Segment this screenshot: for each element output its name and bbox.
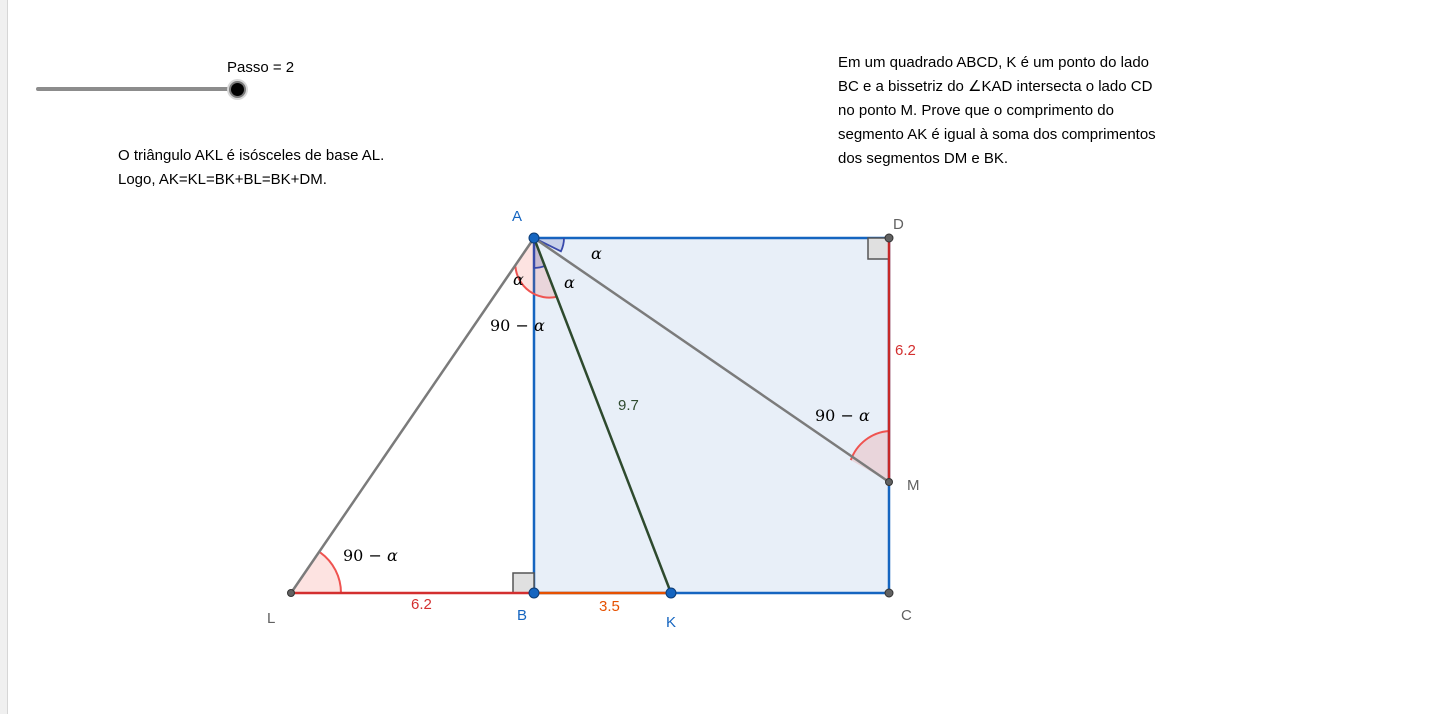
label-b: B bbox=[517, 607, 528, 624]
point-m[interactable] bbox=[886, 479, 893, 486]
angle-label-lak: α bbox=[513, 270, 524, 289]
angle-label-l: 90 − α bbox=[343, 546, 398, 565]
label-a: A bbox=[512, 208, 523, 225]
angle-label-mad: α bbox=[591, 244, 602, 263]
angle-label-bak: 90 − α bbox=[490, 316, 545, 335]
point-l[interactable] bbox=[288, 590, 295, 597]
label-k: K bbox=[666, 614, 677, 631]
statement-line: no ponto M. Prove que o comprimento do bbox=[838, 102, 1114, 119]
angle-label-kam: α bbox=[564, 273, 575, 292]
label-m: M bbox=[907, 477, 920, 494]
point-k[interactable] bbox=[666, 588, 676, 598]
step-line: O triângulo AKL é isósceles de base AL. bbox=[118, 147, 385, 164]
point-a[interactable] bbox=[529, 233, 539, 243]
statement-line: Em um quadrado ABCD, K é um ponto do lado bbox=[838, 54, 1150, 71]
length-ak: 9.7 bbox=[618, 397, 639, 414]
angle-label-amd: 90 − α bbox=[815, 406, 870, 425]
label-c: C bbox=[901, 607, 912, 624]
point-b[interactable] bbox=[529, 588, 539, 598]
label-l: L bbox=[267, 610, 276, 627]
point-d[interactable] bbox=[885, 234, 893, 242]
length-lb: 6.2 bbox=[411, 596, 432, 613]
point-c[interactable] bbox=[885, 589, 893, 597]
length-dm: 6.2 bbox=[895, 342, 916, 359]
length-bk: 3.5 bbox=[599, 598, 620, 615]
statement-line: BC e a bissetriz do ∠KAD intersecta o lado CD bbox=[838, 78, 1153, 95]
statement-line: dos segmentos DM e BK. bbox=[838, 150, 1009, 167]
step-line: Logo, AK=KL=BK+BL=BK+DM. bbox=[118, 171, 327, 188]
label-d: D bbox=[893, 216, 904, 233]
segment-al bbox=[291, 238, 534, 593]
statement-line: segmento AK é igual à soma dos comprimentos bbox=[838, 126, 1156, 143]
slider-label: Passo = 2 bbox=[227, 59, 295, 76]
